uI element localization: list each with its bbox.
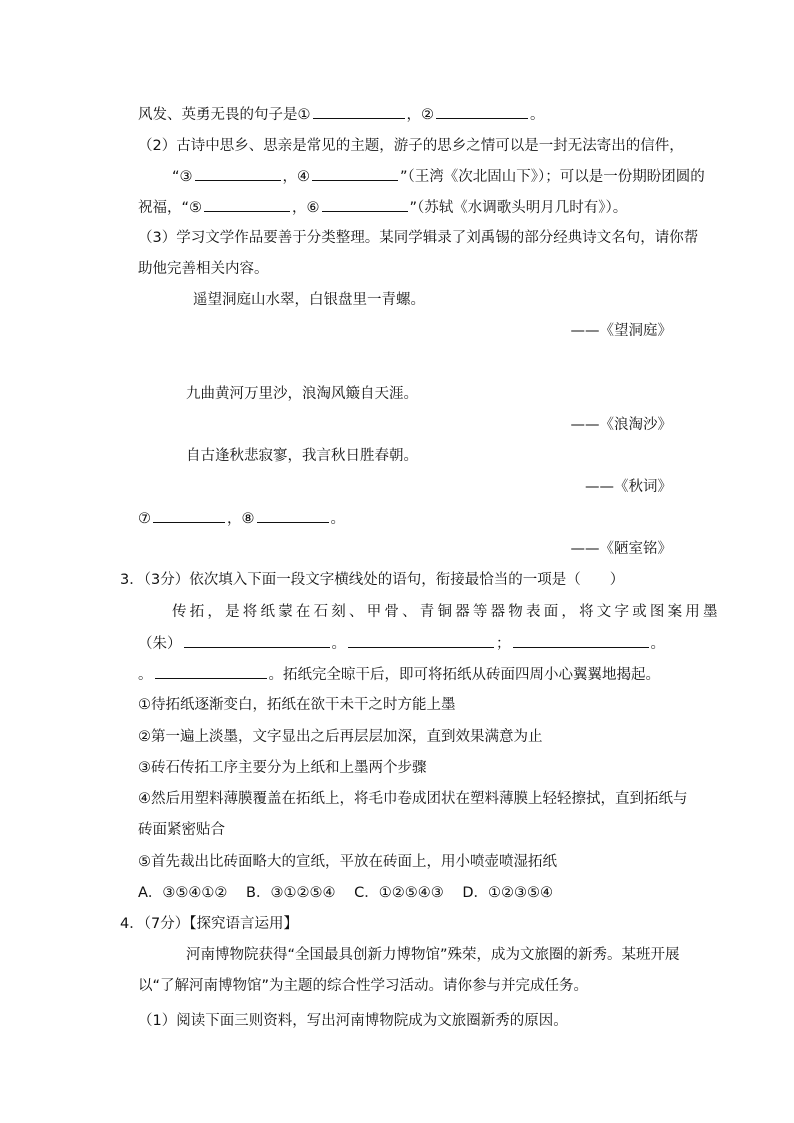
answer-blank-8[interactable] — [257, 508, 329, 523]
fill-blank-2[interactable] — [348, 633, 494, 648]
q2-part1-text: 风发、英勇无畏的句子是① — [138, 107, 311, 123]
answer-blank-3[interactable] — [195, 166, 281, 181]
quote-open-3: “③ — [172, 169, 193, 185]
answer-blank-1[interactable] — [313, 104, 405, 119]
para-red-ink: （朱） — [138, 636, 182, 652]
q2-part1-line — [138, 104, 545, 124]
sep-c: ； — [496, 636, 511, 652]
answer-blank-5[interactable] — [204, 197, 290, 212]
sep-b: 。 — [331, 636, 346, 652]
q4-para-line-2: 以“了解河南博物馆”为主题的综合性学习活动。请你参与并完成任务。 — [138, 978, 589, 994]
fill-blank-1[interactable] — [184, 633, 330, 648]
poem-line-4 — [138, 508, 345, 528]
sep-4: ，④ — [282, 169, 311, 185]
q3-options — [138, 883, 567, 903]
poem-line-2: 九曲黄河万里沙，浪淘风簸自天涯。 — [186, 386, 418, 402]
sep-6: ，⑥ — [292, 200, 320, 216]
q4-sub-1: （1）阅读下面三则资料，写出河南博物院成为文旅圈新秀的原因。 — [138, 1013, 568, 1029]
q3-item-2: ②第一遍上淡墨，文字显出之后再层层加深，直到效果满意为止 — [138, 729, 543, 745]
q2-part2-line3 — [138, 197, 627, 217]
q3-item-1: ①待拓纸逐渐变白，拓纸在欲干未干之时方能上墨 — [138, 697, 456, 713]
fill-blank-4[interactable] — [155, 664, 267, 679]
marker-7: ⑦ — [138, 511, 151, 527]
q2-part2-source: ”（王湾《次北固山下》）；可以是一份期盼团圆的 — [400, 169, 705, 185]
q3-item-5: ⑤首先裁出比砖面略大的宣纸，平放在砖面上，用小喷壶喷湿拓纸 — [138, 854, 557, 870]
blessing-lead: 祝福，“⑤ — [138, 200, 203, 216]
q2-part2-source-2: ”（苏轼《水调歌头明月几时有》）。 — [409, 200, 628, 216]
q3-para-line-1: 传拓，是将纸蒙在石刻、甲骨、青铜器等器物表面，将文字或图案用墨 — [172, 604, 721, 620]
poem-source-4: ——《陋室铭》 — [570, 541, 672, 557]
marker-8: ，⑧ — [227, 511, 255, 527]
fill-blank-3[interactable] — [513, 633, 649, 648]
question-4-stem: 4．（7分）【探究语言运用】 — [120, 916, 298, 932]
answer-blank-6[interactable] — [322, 197, 408, 212]
option-a[interactable]: A．③⑤④①② — [138, 885, 228, 901]
answer-blank-2[interactable] — [436, 104, 528, 119]
q2-part1-end: 。 — [530, 107, 545, 123]
q3-item-3: ③砖石传拓工序主要分为上纸和上墨两个步骤 — [138, 760, 427, 776]
poem-source-1: ——《望洞庭》 — [570, 323, 672, 339]
q2-part3-intro: （3）学习文学作品要善于分类整理。某同学辑录了刘禹锡的部分经典诗文名句，请你帮 — [138, 230, 699, 246]
poem-source-2: ——《浪淘沙》 — [570, 417, 672, 433]
option-c[interactable]: C．①②⑤④③ — [354, 885, 444, 901]
question-3-stem: 3．（3分）依次填入下面一段文字横线处的语句，衔接最恰当的一项是（ ） — [120, 572, 625, 588]
q3-para-line-2 — [138, 633, 665, 653]
q2-part1-mid: ，② — [406, 107, 434, 123]
answer-blank-7[interactable] — [153, 508, 225, 523]
q4-para-line-1: 河南博物院获得“全国最具创新力博物馆”殊荣，成为文旅圈的新秀。某班开展 — [186, 947, 680, 963]
answer-blank-4[interactable] — [312, 166, 398, 181]
q2-part2-line2 — [172, 166, 705, 186]
poem-line-3: 自古逢秋悲寂寥，我言秋日胜春朝。 — [186, 448, 418, 464]
q2-part3-intro-2: 助他完善相关内容。 — [138, 261, 269, 277]
q3-para-line-3 — [138, 664, 660, 684]
option-d[interactable]: D．①②③⑤④ — [462, 885, 553, 901]
q3-item-4: ④然后用塑料薄膜覆盖在拓纸上，将毛巾卷成团状在塑料薄膜上轻轻擦拭，直到拓纸与 — [138, 791, 688, 807]
q2-part2-intro: （2）古诗中思乡、思亲是常见的主题，游子的思乡之情可以是一封无法寄出的信件， — [138, 138, 684, 154]
q3-item-4-cont: 砖面紧密贴合 — [138, 822, 225, 838]
poem-line-1: 遥望洞庭山水翠，白银盘里一青螺。 — [193, 292, 425, 308]
sep-e: 。 — [138, 667, 153, 683]
option-b[interactable]: B．③①②⑤④ — [246, 885, 336, 901]
poem-source-3: ——《秋词》 — [585, 479, 672, 495]
sep-d: 。 — [650, 636, 665, 652]
para-end: 。拓纸完全晾干后，即可将拓纸从砖面四周小心翼翼地揭起。 — [268, 667, 660, 683]
period-end: 。 — [330, 511, 345, 527]
